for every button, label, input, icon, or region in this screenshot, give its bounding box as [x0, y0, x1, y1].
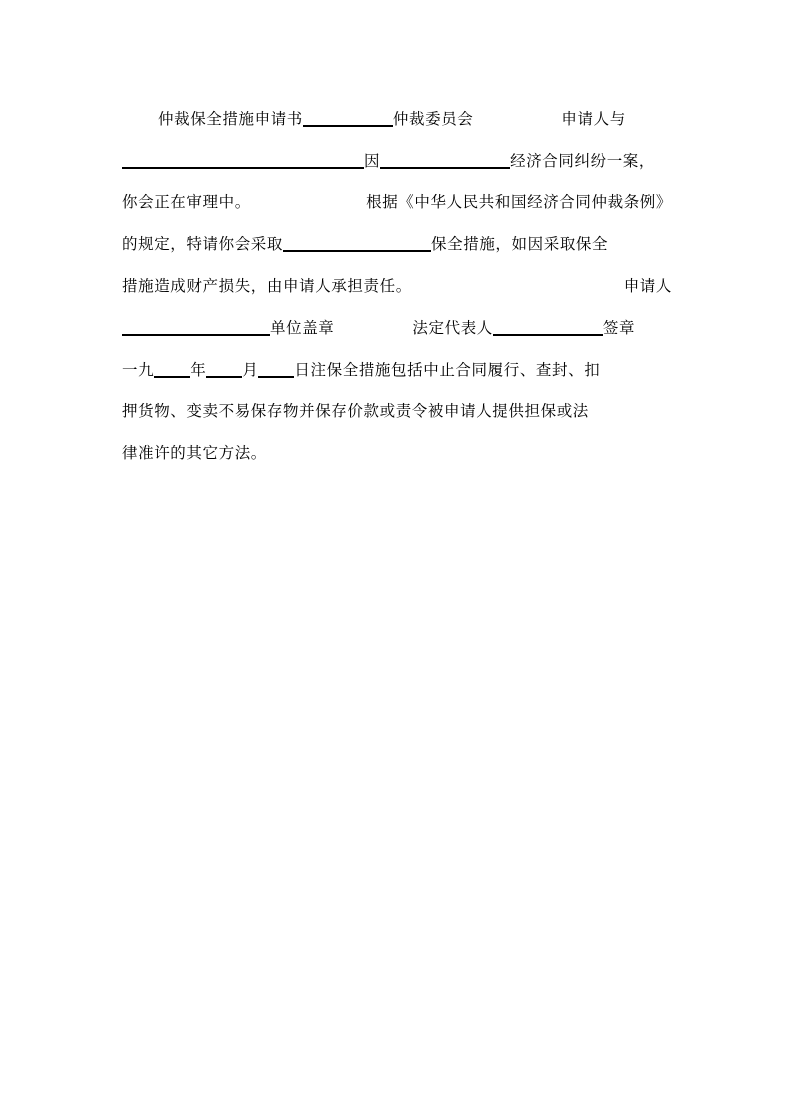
application-body — [122, 98, 672, 474]
signature-label: 签章 — [602, 318, 636, 337]
line-3 — [122, 182, 672, 224]
respondent-blank — [122, 153, 364, 169]
line-9 — [122, 432, 672, 474]
day-blank — [258, 362, 294, 378]
legal-rep-label: 法定代表人 — [412, 318, 493, 337]
line-5 — [122, 265, 672, 307]
committee-name-blank — [303, 111, 393, 127]
line-1 — [122, 98, 672, 140]
month-blank — [206, 362, 242, 378]
dispute-cause-blank — [380, 153, 510, 169]
month-label: 月 — [242, 360, 259, 379]
year-label: 年 — [190, 360, 207, 379]
unit-seal-label: 单位盖章 — [270, 318, 335, 337]
because-label: 因 — [364, 151, 381, 170]
document-title: 仲裁保全措施申请书 — [158, 109, 303, 128]
under-review-text: 你会正在审理中。 — [122, 193, 251, 212]
applicant-with-label: 申请人与 — [561, 109, 626, 128]
committee-label: 仲裁委员会 — [392, 109, 474, 128]
measures-text: 保全措施，如因采取保全 — [431, 235, 609, 254]
year-prefix: 一九 — [122, 360, 155, 379]
applicant-name-blank — [122, 320, 270, 336]
provisions-text: 的规定，特请你会采取 — [122, 235, 284, 254]
loss-responsibility-text: 措施造成财产损失，由申请人承担责任。 — [122, 277, 412, 296]
applicant-label: 申请人 — [623, 277, 672, 296]
line-8 — [122, 391, 672, 433]
line-2 — [122, 140, 672, 182]
note-text: 日注保全措施包括中止合同履行、查封、扣 — [294, 360, 601, 379]
legal-rep-blank — [493, 320, 603, 336]
year-blank — [154, 362, 190, 378]
line-4 — [122, 223, 672, 265]
dispute-label: 经济合同纠纷一案， — [510, 151, 656, 170]
line-6 — [122, 307, 672, 349]
according-to-text: 根据《中华人民共和国经济合同仲裁条例》 — [366, 193, 672, 212]
note-ending: 律准许的其它方法。 — [122, 444, 267, 463]
line-7 — [122, 349, 672, 391]
note-continuation: 押货物、变卖不易保存物并保存价款或责令被申请人提供担保或法 — [122, 402, 589, 421]
measures-blank — [283, 236, 431, 252]
